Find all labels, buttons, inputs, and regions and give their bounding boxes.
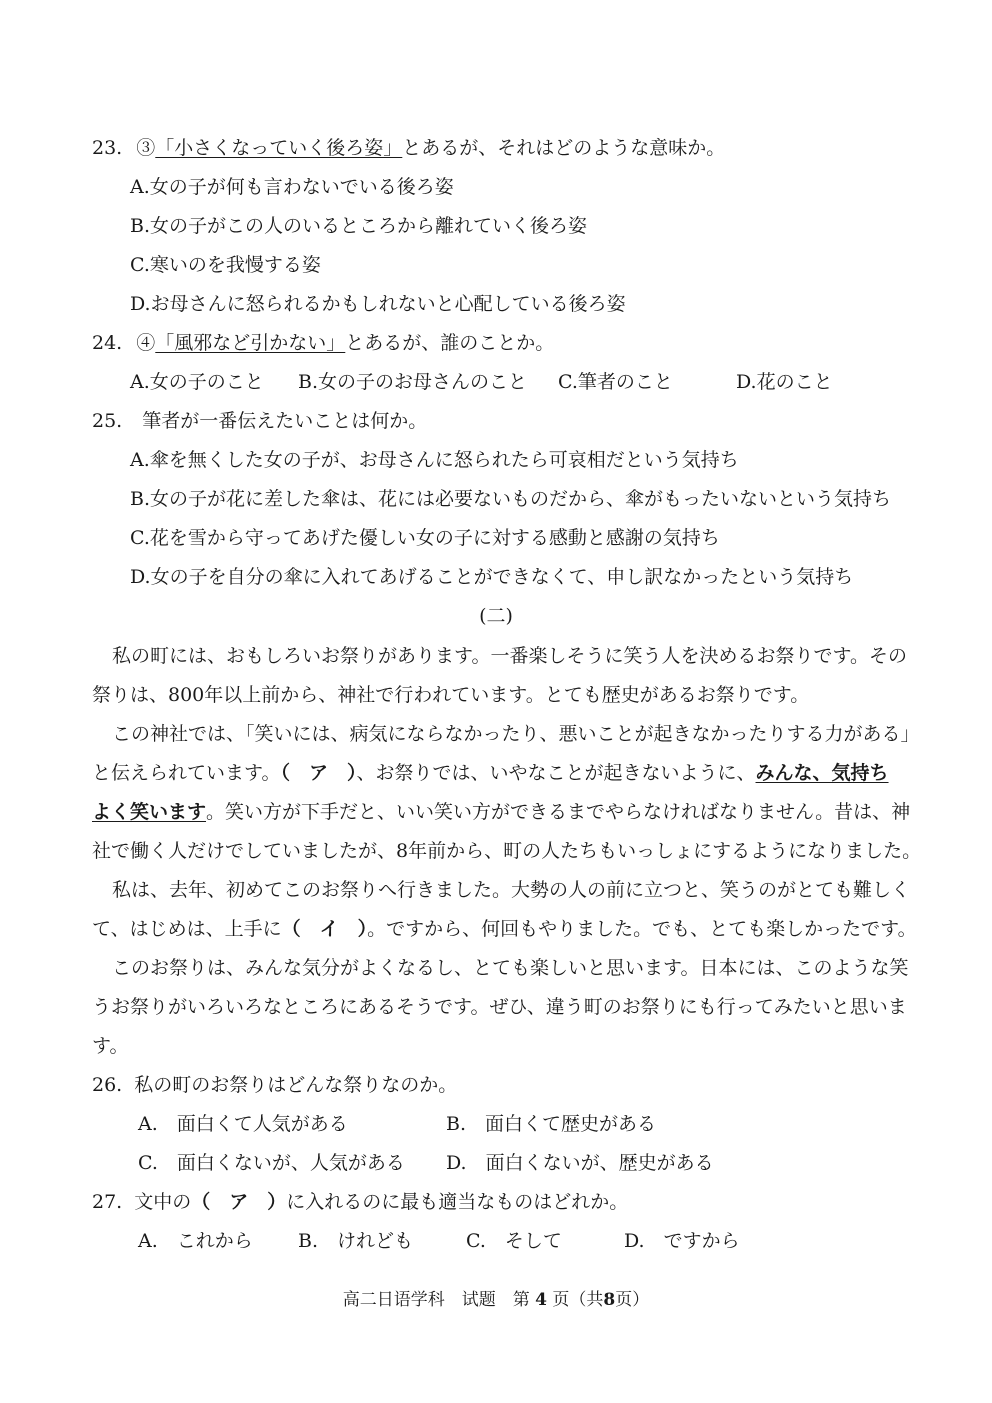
option-c: C.寒いのを我慢する姿: [130, 254, 321, 276]
question-27: [92, 1190, 628, 1214]
passage-line: 社で働く人だけでしていましたが、8年前から、町の人たちもいっしょにするようになりました。: [92, 840, 922, 862]
passage-line: す。: [92, 1035, 129, 1057]
passage-line: 祭りは、800年以上前から、神社で行われています。とても歴史があるお祭りです。: [92, 684, 810, 706]
section-title: (二): [479, 605, 513, 627]
passage-line: このお祭りは、みんな気分がよくなるし、とても楽しいと思います。日本には、このような笑: [112, 957, 909, 979]
question-number: 25.: [92, 410, 123, 432]
question-text: とあるが、それはどのような意味か。: [402, 137, 726, 159]
passage-text: て、はじめは、上手に: [92, 918, 282, 940]
question-26: [92, 1073, 457, 1097]
question-number: 24.: [92, 332, 123, 354]
underlined-quote: 「風邪など引かない」: [155, 332, 346, 354]
question-text: 文中の: [134, 1191, 192, 1213]
option-a: A.女の子のこと: [130, 371, 264, 393]
option-b: B.女の子がこの人のいるところから離れていく後ろ姿: [130, 215, 588, 237]
option-a: A.傘を無くした女の子が、お母さんに怒られたら可哀相だという気持ち: [130, 449, 739, 471]
passage-text: と伝えられています。: [92, 762, 281, 784]
question-24: [92, 331, 554, 355]
circled-marker: ④: [136, 332, 156, 354]
option-d: D. ですから: [624, 1230, 740, 1252]
option-c: C.花を雪から守ってあげた優しい女の子に対する感動と感謝の気持ち: [130, 527, 720, 549]
option-a: A.女の子が何も言わないでいる後ろ姿: [130, 176, 454, 198]
question-text: 私の町のお祭りはどんな祭りなのか。: [134, 1074, 458, 1096]
underlined-phrase: みんな、気持ち: [755, 762, 889, 784]
passage-text: 。ですから、何回もやりました。でも、とても楽しかったです。: [367, 918, 917, 940]
option-c: C.筆者のこと: [558, 371, 673, 393]
question-number: 26.: [92, 1074, 123, 1096]
option-b: B. けれども: [298, 1230, 414, 1252]
blank-i: （ イ ）: [281, 918, 368, 940]
option-a: A. これから: [138, 1230, 253, 1252]
underlined-quote: 「小さくなっていく後ろ姿」: [155, 137, 403, 159]
passage-text: 、お祭りでは、いやなことが起きないように、: [356, 762, 756, 784]
passage-line: [92, 761, 889, 785]
option-b: B.女の子のお母さんのこと: [298, 371, 528, 393]
option-d: D.お母さんに怒られるかもしれないと心配している後ろ姿: [130, 293, 626, 315]
option-c: C. そして: [466, 1230, 562, 1252]
option-b: B.女の子が花に差した傘は、花には必要ないものだから、傘がもったいないという気持ち: [130, 488, 892, 510]
underlined-phrase: よく笑います: [92, 801, 207, 823]
passage-line: [92, 917, 917, 941]
option-d: D.花のこと: [736, 371, 833, 393]
passage-line: 私は、去年、初めてこのお祭りへ行きました。大勢の人の前に立つと、笑うのがとても難しく: [112, 879, 911, 901]
question-25: [92, 409, 427, 433]
question-number: 27.: [92, 1191, 123, 1213]
blank-a: （ ア ）: [280, 762, 357, 784]
circled-marker: ③: [136, 137, 156, 159]
question-23: [92, 136, 725, 160]
page-number: 4: [535, 1290, 547, 1310]
passage-text: 。笑い方が下手だと、いい笑い方ができるまでやらなければなりません。昔は、神: [206, 801, 911, 823]
passage-line: うお祭りがいろいろなところにあるそうです。ぜひ、違う町のお祭りにも行ってみたいと思いま: [92, 996, 907, 1018]
blank-a: （ ア ）: [191, 1191, 287, 1213]
passage-line: 私の町には、おもしろいお祭りがあります。一番楽しそうに笑う人を決めるお祭りです。その: [112, 645, 907, 667]
passage-line: この神社では、「笑いには、病気にならなかったり、悪いことが起きなかったりする力がある」: [112, 723, 920, 745]
question-text: 筆者が一番伝えたいことは何か。: [142, 410, 428, 432]
passage-line: [92, 800, 910, 824]
option-b: B. 面白くて歴史がある: [446, 1113, 657, 1135]
page-footer: [0, 1288, 992, 1312]
option-d: D.女の子を自分の傘に入れてあげることができなくて、申し訳なかったという気持ち: [130, 566, 854, 588]
option-d: D. 面白くないが、歴史がある: [446, 1152, 714, 1174]
question-text: とあるが、誰のことか。: [345, 332, 555, 354]
question-number: 23.: [92, 137, 123, 159]
footer-text: 页）: [615, 1290, 650, 1310]
footer-text: 页（共: [552, 1290, 604, 1310]
question-text: に入れるのに最も適当なものはどれか。: [286, 1191, 629, 1213]
footer-text: 高二日语学科 试题 第: [342, 1290, 530, 1310]
total-pages: 8: [603, 1290, 616, 1310]
option-a: A. 面白くて人気がある: [138, 1113, 348, 1135]
option-c: C. 面白くないが、人気がある: [138, 1152, 405, 1174]
